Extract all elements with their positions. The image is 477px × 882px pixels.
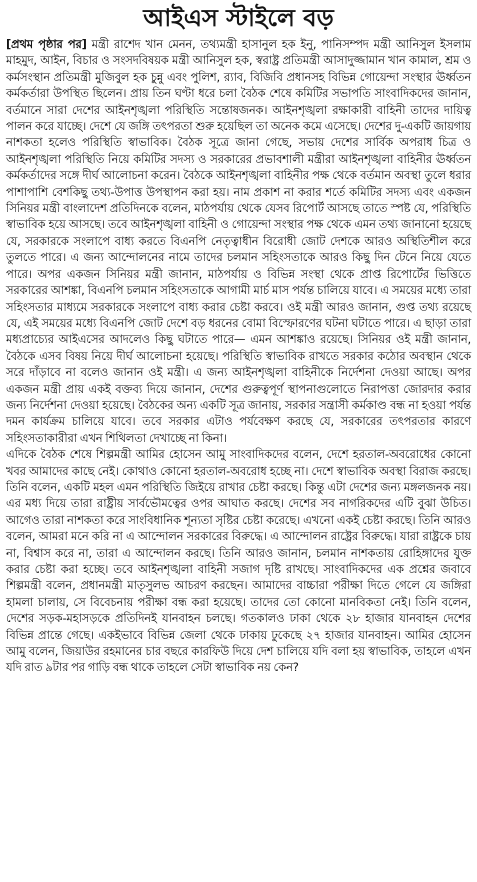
headline: আইএস স্টাইলে বড় (143, 4, 334, 32)
continuation-marker: [প্রথম পৃষ্ঠার পর] (6, 37, 87, 51)
article-body (6, 36, 471, 676)
article-paragraph-2 (6, 446, 471, 676)
paragraph-text: এদিকে বৈঠক শেষে শিল্পমন্ত্রী আমির হোসেন আমু সাংবাদিকদের বলেন, দেশে হরতাল-অবরোধের কোনো খবর আমাদের কাছে নেই। কোথাও কোনো হরতাল-অবরোধ হচ্ছে না। দেশে স্বাভাবিক অবস্থা বিরাজ করছে। তিনি বলেন, একটি মহল এমন পরিস্থিতি জিইয়ে রাখার চেষ্টা করছে। কিন্তু এটা দেশের জন্য মঙ্গলজনক নয়। এর মধ্য দিয়ে তারা রাষ্ট্রীয় সার্বভৌমত্বের ওপর আঘাত করছে। দেশের সব নাগরিকদের এটি বুঝা উচিত। আগেও তারা নাশকতা করে সাংবিধানিক শূন্যতা সৃষ্টির চেষ্টা করেছে। এখনো একই চেষ্টা করছে। তিনি আরও বলেন, আমরা মনে করি না এ আন্দোলন সরকারের বিরুদ্ধে। এ আন্দোলন রাষ্ট্রের বিরুদ্ধে। যারা রাষ্ট্রকে চায় না, বিশ্বাস করে না, তারা এ আন্দোলন করছে। তিনি আরও জানান, চলমান নাশকতায় রোহিঙ্গাদের যুক্ত করার চেষ্টা করা হচ্ছে। তবে আইনশৃঙ্খলা বাহিনী সজাগ দৃষ্টি রাখছে। সাংবাদিকদের এক প্রশ্নের জবাবে শিল্পমন্ত্রী বলেন, প্রধানমন্ত্রী মাতৃসুলভ আচরণ করছেন। আমাদের বাচ্চারা পরীক্ষা দিতে গেলে যে জঙ্গিরা হামলা চালায়, সে বিবেচনায় পরীক্ষা বন্ধ করা হয়েছে। তাদের তো কোনো মানবিকতা নেই। তিনি বলেন, দেশের সড়ক-মহাসড়কে প্রতিদিনই যানবাহন চলছে। গতকালও ঢাকা থেকে ২৮ হাজার যানবাহন দেশের বিভিন্ন প্রান্তে গেছে। একইভাবে বিভিন্ন জেলা থেকে ঢাকায় ঢুকেছে ২৭ হাজার যানবাহন। আমির হোসেন আমু বলেন, জিয়াউর রহমানের চার বছরে কারফিউ দিয়ে দেশ চালিয়ে যদি বলা হয় স্বাভাবিক, তাহলে এখন যদি রাত ৯টার পর গাড়ি বন্ধ থাকে তাহলে সেটা স্বাভাবিক নয় কেন? (6, 447, 471, 675)
article-paragraph-1 (6, 36, 471, 446)
paragraph-text: মন্ত্রী রাশেদ খান মেনন, তথ্যমন্ত্রী হাসানুল হক ইনু, পানিসম্পদ মন্ত্রী আনিসুল ইসলাম মাহমুদ, আইন, বিচার ও সংসদবিষয়ক মন্ত্রী আনিসুল হক, স্বরাষ্ট্র প্রতিমন্ত্রী আসাদুজ্জামান খান কামাল, শ্রম ও কর্মসংস্থান প্রতিমন্ত্রী মুজিবুল হক চুন্নু এবং পুলিশ, র‍্যাব, বিজিবি প্রধানসহ বিভিন্ন গোয়েন্দা সংস্থার ঊর্ধ্বতন কর্মকর্তারা উপস্থিত ছিলেন। প্রায় তিন ঘণ্টা ধরে চলা বৈঠক শেষে কমিটির সভাপতি সাংবাদিকদের জানান, বর্তমানে সারা দেশের আইনশৃঙ্খলা পরিস্থিতি সন্তোষজনক। আইনশৃঙ্খলা রক্ষাকারী বাহিনী তাদের দায়িত্ব পালন করে যাচ্ছে। দেশে যে জঙ্গি তৎপরতা শুরু হয়েছিল তা অনেক কমে এসেছে। দেশের দু-একটি জায়গায় নাশকতা হলেও পরিস্থিতি স্বাভাবিক। বৈঠক সূত্রে জানা গেছে, সভায় দেশের সার্বিক অপরাধ চিত্র ও আইনশৃঙ্খলা পরিস্থিতি নিয়ে কমিটির সদস্য ও সরকারের প্রভাবশালী মন্ত্রীরা আইনশৃঙ্খলা বাহিনীর ঊর্ধ্বতন কর্মকর্তাদের সঙ্গে দীর্ঘ আলোচনা করেন। বৈঠকে আইনশৃঙ্খলা বাহিনীর পক্ষ থেকে বর্তমান অবস্থা তুলে ধরার পাশাপাশি বেশকিছু তথ্য-উপাত্ত উপস্থাপন করা হয়। নাম প্রকাশ না করার শর্তে কমিটির সদস্য এবং একজন সিনিয়র মন্ত্রী বাংলাদেশ প্রতিদিনকে বলেন, মাঠপর্যায় থেকে যেসব রিপোর্ট আসছে তাতে স্পষ্ট যে, পরিস্থিতি স্বাভাবিক হয়ে আসছে। তবে আইনশৃঙ্খলা বাহিনী ও গোয়েন্দা সংস্থার পক্ষ থেকে এমন তথ্য জানানো হয়েছে যে, সরকারকে সংলাপে বাধ্য করতে বিএনপি নেতৃত্বাধীন বিরোধী জোট দেশকে আরও অস্থিতিশীল করে তুলতে পারে। এ জন্য আন্দোলনের নামে তাদের চলমান সহিংসতাকে আরও কিছু দিন টেনে নিয়ে যেতে পারে। অপর একজন সিনিয়র মন্ত্রী জানান, মাঠপর্যায় ও বিভিন্ন সংস্থা থেকে প্রাপ্ত রিপোর্টের ভিত্তিতে সরকারের আশঙ্কা, বিএনপি চলমান সহিংসতাকে আগামী মার্চ মাস পর্যন্ত চালিয়ে যাবে। এ সময়ের মধ্যে তারা সহিংসতার মাধ্যমে সরকারকে সংলাপে বাধ্য করার চেষ্টা করবে। ওই মন্ত্রী আরও জানান, গুপ্ত তথ্য রয়েছে যে, এই সময়ের মধ্যে বিএনপি জোট দেশে বড় ধরনের বোমা বিস্ফোরণের ঘটনা ঘটাতে পারে। এ ছাড়া তারা মধ্যপ্রাচ্যের আইএসের আদলেও কিছু ঘটাতে পারে— এমন আশঙ্কাও রয়েছে। সিনিয়র ওই মন্ত্রী জানান, বৈঠকে এসব বিষয় নিয়ে দীর্ঘ আলোচনা হয়েছে। পরিস্থিতি স্বাভাবিক রাখতে সরকার কঠোর অবস্থান থেকে সরে দাঁড়াবে না বলেও জানান ওই মন্ত্রী। এ জন্য আইনশৃঙ্খলা বাহিনীকে নির্দেশনা দেওয়া আছে। অপর একজন মন্ত্রী প্রায় একই বক্তব্য দিয়ে জানান, দেশের গুরুত্বপূর্ণ স্থাপনাগুলোতে নিরাপত্তা জোরদার করার জন্য নির্দেশনা দেওয়া হয়েছে। বৈঠকের অন্য একটি সূত্র জানায়, সরকার সন্ত্রাসী কর্মকাণ্ড বন্ধ না হওয়া পর্যন্ত দমন কার্যক্রম চালিয়ে যাবে। তবে সরকার এটাও পর্যবেক্ষণ করছে যে, সরকারের তৎপরতার কারণে সহিংসতাকারীরা এখন শিথিলতা দেখাচ্ছে না কিনা। (6, 37, 471, 445)
